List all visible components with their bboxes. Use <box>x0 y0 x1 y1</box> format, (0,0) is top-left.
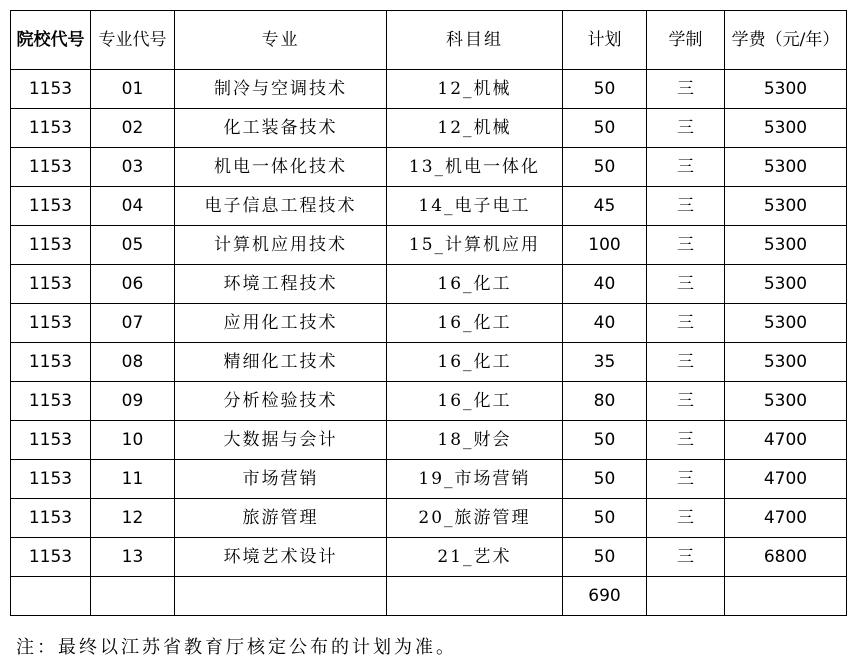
cell-plan: 50 <box>563 109 647 148</box>
table-row <box>11 187 847 226</box>
cell-plan: 50 <box>563 499 647 538</box>
cell-duration: 三 <box>647 226 725 265</box>
cell-duration: 三 <box>647 343 725 382</box>
header-major-code: 专业代号 <box>91 11 175 70</box>
cell-major-name: 化工装备技术 <box>175 109 387 148</box>
cell-major-code: 09 <box>91 382 175 421</box>
cell-duration: 三 <box>647 538 725 577</box>
cell-subject-group: 16_化工 <box>387 343 563 382</box>
cell-duration: 三 <box>647 499 725 538</box>
cell-major-name: 精细化工技术 <box>175 343 387 382</box>
total-empty-cell <box>11 577 91 616</box>
total-empty-cell <box>725 577 847 616</box>
cell-major-code: 01 <box>91 70 175 109</box>
cell-major-name: 环境艺术设计 <box>175 538 387 577</box>
cell-fee: 5300 <box>725 265 847 304</box>
cell-school-code: 1153 <box>11 538 91 577</box>
cell-major-name: 机电一体化技术 <box>175 148 387 187</box>
cell-subject-group: 18_财会 <box>387 421 563 460</box>
cell-school-code: 1153 <box>11 226 91 265</box>
cell-duration: 三 <box>647 109 725 148</box>
cell-fee: 6800 <box>725 538 847 577</box>
header-major: 专业 <box>175 11 387 70</box>
table-row <box>11 109 847 148</box>
cell-subject-group: 19_市场营销 <box>387 460 563 499</box>
total-empty-cell <box>647 577 725 616</box>
cell-major-code: 04 <box>91 187 175 226</box>
cell-school-code: 1153 <box>11 382 91 421</box>
cell-duration: 三 <box>647 304 725 343</box>
cell-major-name: 应用化工技术 <box>175 304 387 343</box>
total-plan-value: 690 <box>563 577 647 616</box>
cell-plan: 40 <box>563 304 647 343</box>
cell-duration: 三 <box>647 382 725 421</box>
cell-subject-group: 14_电子电工 <box>387 187 563 226</box>
header-plan: 计划 <box>563 11 647 70</box>
cell-major-code: 12 <box>91 499 175 538</box>
cell-plan: 40 <box>563 265 647 304</box>
header-duration: 学制 <box>647 11 725 70</box>
header-subject-group: 科目组 <box>387 11 563 70</box>
table-row <box>11 226 847 265</box>
cell-fee: 5300 <box>725 343 847 382</box>
footnote: 注：最终以江苏省教育厅核定公布的计划为准。 <box>16 637 457 658</box>
total-empty-cell <box>91 577 175 616</box>
table-row <box>11 265 847 304</box>
cell-duration: 三 <box>647 187 725 226</box>
cell-major-name: 市场营销 <box>175 460 387 499</box>
cell-major-name: 分析检验技术 <box>175 382 387 421</box>
table-row <box>11 70 847 109</box>
cell-fee: 4700 <box>725 421 847 460</box>
cell-duration: 三 <box>647 421 725 460</box>
table-row <box>11 421 847 460</box>
cell-school-code: 1153 <box>11 304 91 343</box>
table-row <box>11 304 847 343</box>
cell-subject-group: 21_艺术 <box>387 538 563 577</box>
cell-subject-group: 16_化工 <box>387 382 563 421</box>
cell-fee: 5300 <box>725 187 847 226</box>
cell-school-code: 1153 <box>11 187 91 226</box>
cell-school-code: 1153 <box>11 109 91 148</box>
table-row <box>11 382 847 421</box>
cell-plan: 50 <box>563 460 647 499</box>
cell-plan: 80 <box>563 382 647 421</box>
cell-fee: 5300 <box>725 304 847 343</box>
cell-major-name: 大数据与会计 <box>175 421 387 460</box>
cell-major-code: 03 <box>91 148 175 187</box>
cell-fee: 5300 <box>725 382 847 421</box>
cell-fee: 4700 <box>725 499 847 538</box>
cell-school-code: 1153 <box>11 70 91 109</box>
cell-major-name: 计算机应用技术 <box>175 226 387 265</box>
cell-fee: 5300 <box>725 148 847 187</box>
cell-plan: 45 <box>563 187 647 226</box>
cell-fee: 5300 <box>725 70 847 109</box>
cell-major-code: 11 <box>91 460 175 499</box>
table-row <box>11 460 847 499</box>
cell-subject-group: 15_计算机应用 <box>387 226 563 265</box>
cell-major-name: 旅游管理 <box>175 499 387 538</box>
cell-fee: 5300 <box>725 109 847 148</box>
header-row <box>11 11 847 70</box>
cell-subject-group: 13_机电一体化 <box>387 148 563 187</box>
total-empty-cell <box>175 577 387 616</box>
cell-plan: 50 <box>563 421 647 460</box>
cell-fee: 4700 <box>725 460 847 499</box>
cell-major-code: 05 <box>91 226 175 265</box>
cell-plan: 100 <box>563 226 647 265</box>
cell-school-code: 1153 <box>11 265 91 304</box>
cell-plan: 35 <box>563 343 647 382</box>
cell-plan: 50 <box>563 70 647 109</box>
cell-school-code: 1153 <box>11 499 91 538</box>
cell-major-code: 13 <box>91 538 175 577</box>
cell-subject-group: 20_旅游管理 <box>387 499 563 538</box>
cell-subject-group: 16_化工 <box>387 304 563 343</box>
total-empty-cell <box>387 577 563 616</box>
cell-school-code: 1153 <box>11 421 91 460</box>
header-school-code: 院校代号 <box>11 11 91 70</box>
cell-duration: 三 <box>647 70 725 109</box>
cell-major-name: 制冷与空调技术 <box>175 70 387 109</box>
enrollment-plan-table <box>10 10 847 616</box>
cell-school-code: 1153 <box>11 148 91 187</box>
total-row <box>11 577 847 616</box>
cell-subject-group: 12_机械 <box>387 70 563 109</box>
table-row <box>11 343 847 382</box>
cell-school-code: 1153 <box>11 460 91 499</box>
table-row <box>11 538 847 577</box>
table-row <box>11 148 847 187</box>
cell-major-code: 07 <box>91 304 175 343</box>
cell-school-code: 1153 <box>11 343 91 382</box>
header-fee: 学费（元/年） <box>725 11 847 70</box>
cell-duration: 三 <box>647 265 725 304</box>
cell-duration: 三 <box>647 460 725 499</box>
cell-plan: 50 <box>563 538 647 577</box>
cell-fee: 5300 <box>725 226 847 265</box>
cell-major-name: 电子信息工程技术 <box>175 187 387 226</box>
cell-subject-group: 16_化工 <box>387 265 563 304</box>
cell-duration: 三 <box>647 148 725 187</box>
cell-major-code: 08 <box>91 343 175 382</box>
cell-major-code: 06 <box>91 265 175 304</box>
table-row <box>11 499 847 538</box>
enrollment-plan-sheet <box>10 10 847 616</box>
cell-major-code: 10 <box>91 421 175 460</box>
cell-major-code: 02 <box>91 109 175 148</box>
cell-plan: 50 <box>563 148 647 187</box>
cell-subject-group: 12_机械 <box>387 109 563 148</box>
cell-major-name: 环境工程技术 <box>175 265 387 304</box>
